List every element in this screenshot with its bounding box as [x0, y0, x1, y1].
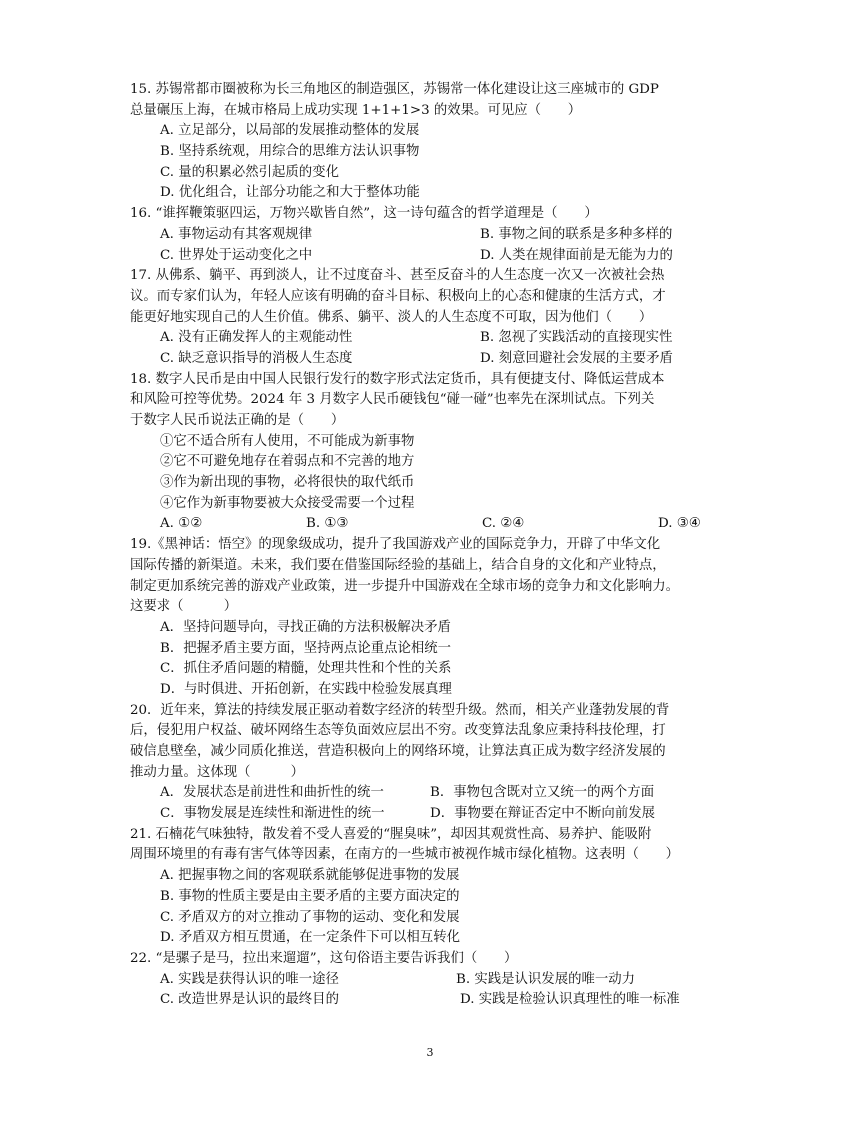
question-17-stem-line-1: 17. 从佛系、躺平、再到淡人，让不过度奋斗、甚至反奋斗的人生态度一次又一次被社会热 — [130, 268, 665, 284]
question-19-stem-line-1: 19.《黑神话：悟空》的现象级成功，提升了我国游戏产业的国际竞争力，开辟了中华文化 — [130, 537, 661, 553]
question-17-stem-line-3: 能更好地实现自己的人生价值。佛系、躺平、淡人的人生态度不可取，因为他们（ ） — [130, 309, 653, 325]
question-21 — [130, 825, 720, 949]
question-18-stem-line-1: 18. 数字人民币是由中国人民银行发行的数字形式法定货币，具有便捷支付、降低运营成本 — [130, 371, 665, 387]
question-22-stem-line-1: 22. “是骡子是马，拉出来遛遛”，这句俗语主要告诉我们（ ） — [130, 950, 518, 966]
question-22-option-d: D. 实践是检验认识真理性的唯一标准 — [460, 992, 680, 1008]
question-18 — [130, 370, 720, 536]
question-17-option-b: B. 忽视了实践活动的直接现实性 — [480, 330, 673, 346]
question-20-stem-line-1: 20．近年来，算法的持续发展正驱动着数字经济的转型升级。然而，相关产业蓬勃发展的背 — [130, 702, 670, 718]
question-20-options-row-1 — [130, 783, 720, 804]
question-list — [130, 80, 720, 1011]
question-22-options-row-1 — [130, 970, 720, 991]
question-20-options-row-2 — [130, 804, 720, 825]
question-19-option-c: C．抓住矛盾问题的精髓，处理共性和个性的关系 — [160, 661, 452, 677]
question-20 — [130, 701, 720, 825]
question-16 — [130, 204, 720, 266]
question-16-option-d: D. 人类在规律面前是无能为力的 — [480, 247, 673, 263]
question-19-stem-line-3: 制定更加系统完善的游戏产业政策，进一步提升中国游戏在全球市场的竞争力和文化影响力。 — [130, 578, 680, 594]
question-19-option-b: B．把握矛盾主要方面，坚持两点论重点论相统一 — [160, 640, 452, 656]
question-18-statement-1: ①它不适合所有人使用，不可能成为新事物 — [160, 433, 415, 449]
question-15-stem-line-1: 15. 苏锡常都市圈被称为长三角地区的制造强区，苏锡常一体化建设让这三座城市的 GDP — [130, 82, 659, 97]
question-16-option-b: B. 事物之间的联系是多种多样的 — [480, 226, 673, 242]
question-17-option-a: A. 没有正确发挥人的主观能动性 — [160, 330, 353, 346]
question-18-option-a: A. ①② — [160, 516, 203, 532]
question-18-option-b: B. ①③ — [306, 516, 349, 532]
question-19-option-a: A．坚持问题导向，寻找正确的方法积极解决矛盾 — [160, 619, 451, 635]
question-15-option-a: A. 立足部分，以局部的发展推动整体的发展 — [160, 123, 420, 139]
question-15-option-b: B. 坚持系统观，用综合的思维方法认识事物 — [160, 144, 420, 160]
question-18-stem-line-2: 和风险可控等优势。2024 年 3 月数字人民币硬钱包“碰一碰”也率先在深圳试点。下列关 — [130, 392, 655, 408]
question-17 — [130, 266, 720, 369]
question-16-option-c: C. 世界处于运动变化之中 — [160, 247, 313, 263]
question-18-stem-line-3: 于数字人民币说法正确的是（ ） — [130, 413, 345, 428]
question-18-option-c: C. ②④ — [482, 516, 525, 532]
question-21-option-b: B. 事物的性质主要是由主要矛盾的主要方面决定的 — [160, 888, 460, 904]
question-18-options-row — [130, 514, 720, 535]
question-21-option-a: A. 把握事物之间的客观联系就能够促进事物的发展 — [160, 868, 460, 884]
question-21-stem-line-1: 21. 石楠花气味独特，散发着不受人喜爱的“腥臭味”，却因其观赏性高、易养护、能吸附 — [130, 826, 652, 842]
question-16-options-row-1 — [130, 225, 720, 246]
question-20-option-c: C．事物发展是连续性和渐进性的统一 — [160, 806, 385, 822]
question-19 — [130, 535, 720, 701]
question-22 — [130, 949, 720, 1011]
question-22-option-c: C. 改造世界是认识的最终目的 — [160, 992, 339, 1008]
question-18-option-d: D. ③④ — [658, 516, 701, 532]
question-17-option-d: D. 刻意回避社会发展的主要矛盾 — [480, 350, 673, 366]
question-15-stem-line-2: 总量碾压上海，在城市格局上成功实现 1+1+1>3 的效果。可见应（ ） — [130, 102, 582, 118]
question-19-stem-line-4: 这要求（ ） — [130, 599, 238, 615]
question-22-options-row-2 — [130, 990, 720, 1011]
question-17-options-row-1 — [130, 328, 720, 349]
question-16-option-a: A. 事物运动有其客观规律 — [160, 226, 313, 242]
question-18-statement-4: ④它作为新事物要被大众接受需要一个过程 — [160, 495, 415, 511]
question-17-options-row-2 — [130, 349, 720, 370]
question-20-option-a: A．发展状态是前进性和曲折性的统一 — [160, 785, 384, 801]
question-19-stem-line-2: 国际传播的新渠道。未来，我们要在借鉴国际经验的基础上，结合自身的文化和产业特点， — [130, 557, 666, 573]
question-15 — [130, 80, 720, 204]
question-20-option-d: D．事物要在辩证否定中不断向前发展 — [430, 806, 655, 822]
question-20-stem-line-4: 推动力量。这体现（ ） — [130, 764, 305, 780]
question-19-option-d: D．与时俱进、开拓创新，在实践中检验发展真理 — [160, 681, 452, 697]
question-21-stem-line-2: 周围环境里的有毒有害气体等因素，在南方的一些城市被视作城市绿化植物。这表明（ ） — [130, 847, 680, 863]
question-20-stem-line-3: 破信息壁垒，减少同质化推送，营造积极向上的网络环境，让算法真正成为数字经济发展的 — [130, 744, 666, 759]
question-21-option-c: C. 矛盾双方的对立推动了事物的运动、变化和发展 — [160, 909, 460, 925]
question-22-option-b: B. 实践是认识发展的唯一动力 — [456, 971, 636, 987]
question-16-stem-line-1: 16. “谁挥鞭策驱四运，万物兴歇皆自然”，这一诗句蕴含的哲学道理是（ ） — [130, 206, 598, 222]
page-number: 3 — [426, 1046, 434, 1059]
question-20-stem-line-2: 后，侵犯用户权益、破坏网络生态等负面效应层出不穷。改变算法乱象应秉持科技伦理，打 — [130, 723, 666, 739]
question-15-option-d: D. 优化组合，让部分功能之和大于整体功能 — [160, 185, 420, 201]
question-17-stem-line-2: 议。而专家们认为，年轻人应该有明确的奋斗目标、积极向上的心态和健康的生活方式，才 — [130, 288, 666, 304]
question-16-options-row-2 — [130, 246, 720, 267]
question-21-option-d: D. 矛盾双方相互贯通，在一定条件下可以相互转化 — [160, 930, 460, 946]
question-18-statement-2: ②它不可避免地存在着弱点和不完善的地方 — [160, 454, 415, 470]
question-20-option-b: B．事物包含既对立又统一的两个方面 — [430, 785, 655, 801]
question-17-option-c: C. 缺乏意识指导的消极人生态度 — [160, 350, 353, 366]
question-15-option-c: C. 量的积累必然引起质的变化 — [160, 164, 339, 180]
question-18-statement-3: ③作为新出现的事物，必将很快的取代纸币 — [160, 475, 415, 491]
question-22-option-a: A. 实践是获得认识的唯一途径 — [160, 971, 339, 987]
